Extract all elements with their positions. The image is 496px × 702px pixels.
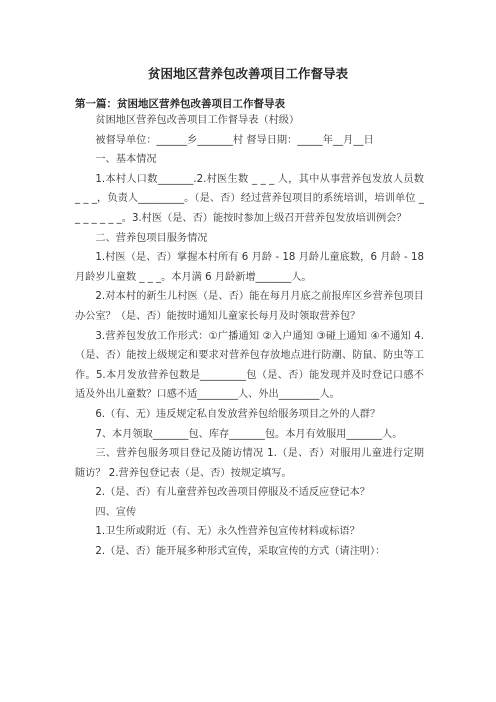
document-title: 贫困地区营养包改善项目工作督导表 bbox=[147, 66, 348, 81]
paragraph-heading-publicity: 四、宣传 bbox=[95, 506, 137, 518]
paragraph-service-2: 2.对本村的新生儿村医（是、否）能在每月月底之前报库区乡营养包项目办公室？（是、否）能按时通知儿童家长每月及时领取营养包？ bbox=[75, 291, 424, 322]
paragraph-service-6: 6.（有、无）违反规定私自发放营养包给服务项目之外的人群？ bbox=[95, 408, 381, 420]
paragraph-service-1: 1.村医（是、否）掌握本村所有 6 月龄 - 18 月龄儿童底数，6 月龄 - 18 月龄岁儿童数 _ _ _。本月满 6 月龄新增_______人。 bbox=[75, 252, 424, 283]
section-heading: 第一篇：贫困地区营养包改善项目工作督导表 bbox=[75, 98, 285, 110]
paragraph-supervised-unit: 被督导单位：______乡_______村 督导日期：_____年__月__日 bbox=[95, 134, 374, 146]
paragraph-publicity-2: 2.（是、否）能开展多种形式宣传，采取宣传的方式（请注明）： bbox=[95, 546, 386, 558]
document-body bbox=[75, 111, 424, 562]
paragraph-heading-service: 二、营养包项目服务情况 bbox=[95, 232, 208, 244]
paragraph-form-title: 贫困地区营养包改善项目工作督导表（村级） bbox=[95, 115, 300, 126]
paragraph-heading-basic: 一、基本情况 bbox=[95, 154, 157, 166]
paragraph-basic-info: 1.本村人口数_______.2.村医生数 _ _ _ 人，其中从事营养包发放人员数 _ _ _，负责人_________。（是、否）经过营养包项目的系统培训，培训单位 _ _ _ _ _ _ _。3.村医（是、否）能按时参加上级召开营养包发放培训例会？ bbox=[75, 173, 424, 224]
paragraph-service-7: 7、本月领取_______包、库存_______包。本月有效服用_______人。 bbox=[95, 428, 403, 440]
paragraph-registration: 三、营养包服务项目登记及随访情况 1.（是、否）对服用儿童进行定期随访？ 2.营养包登记表（是、否）按规定填写。 bbox=[75, 448, 424, 479]
paragraph-publicity-1: 1.卫生所或附近（有、无）永久性营养包宣传材料或标语？ bbox=[95, 526, 360, 538]
paragraph-registration-2: 2.（是、否）有儿童营养包改善项目停服及不适反应登记本？ bbox=[95, 487, 370, 499]
paragraph-service-3: 3.营养包发放工作形式：①广播通知 ②入户通知 ③碰上通知 ④不通知 4.（是、否）能按上级规定和要求对营养包存放地点进行防潮、防鼠、防虫等工作。5.本月发放营养包数是_________包（是、否）能发现并及时登记口感不适及外出儿童数？口感不适________人、外出________人。 bbox=[75, 330, 424, 401]
